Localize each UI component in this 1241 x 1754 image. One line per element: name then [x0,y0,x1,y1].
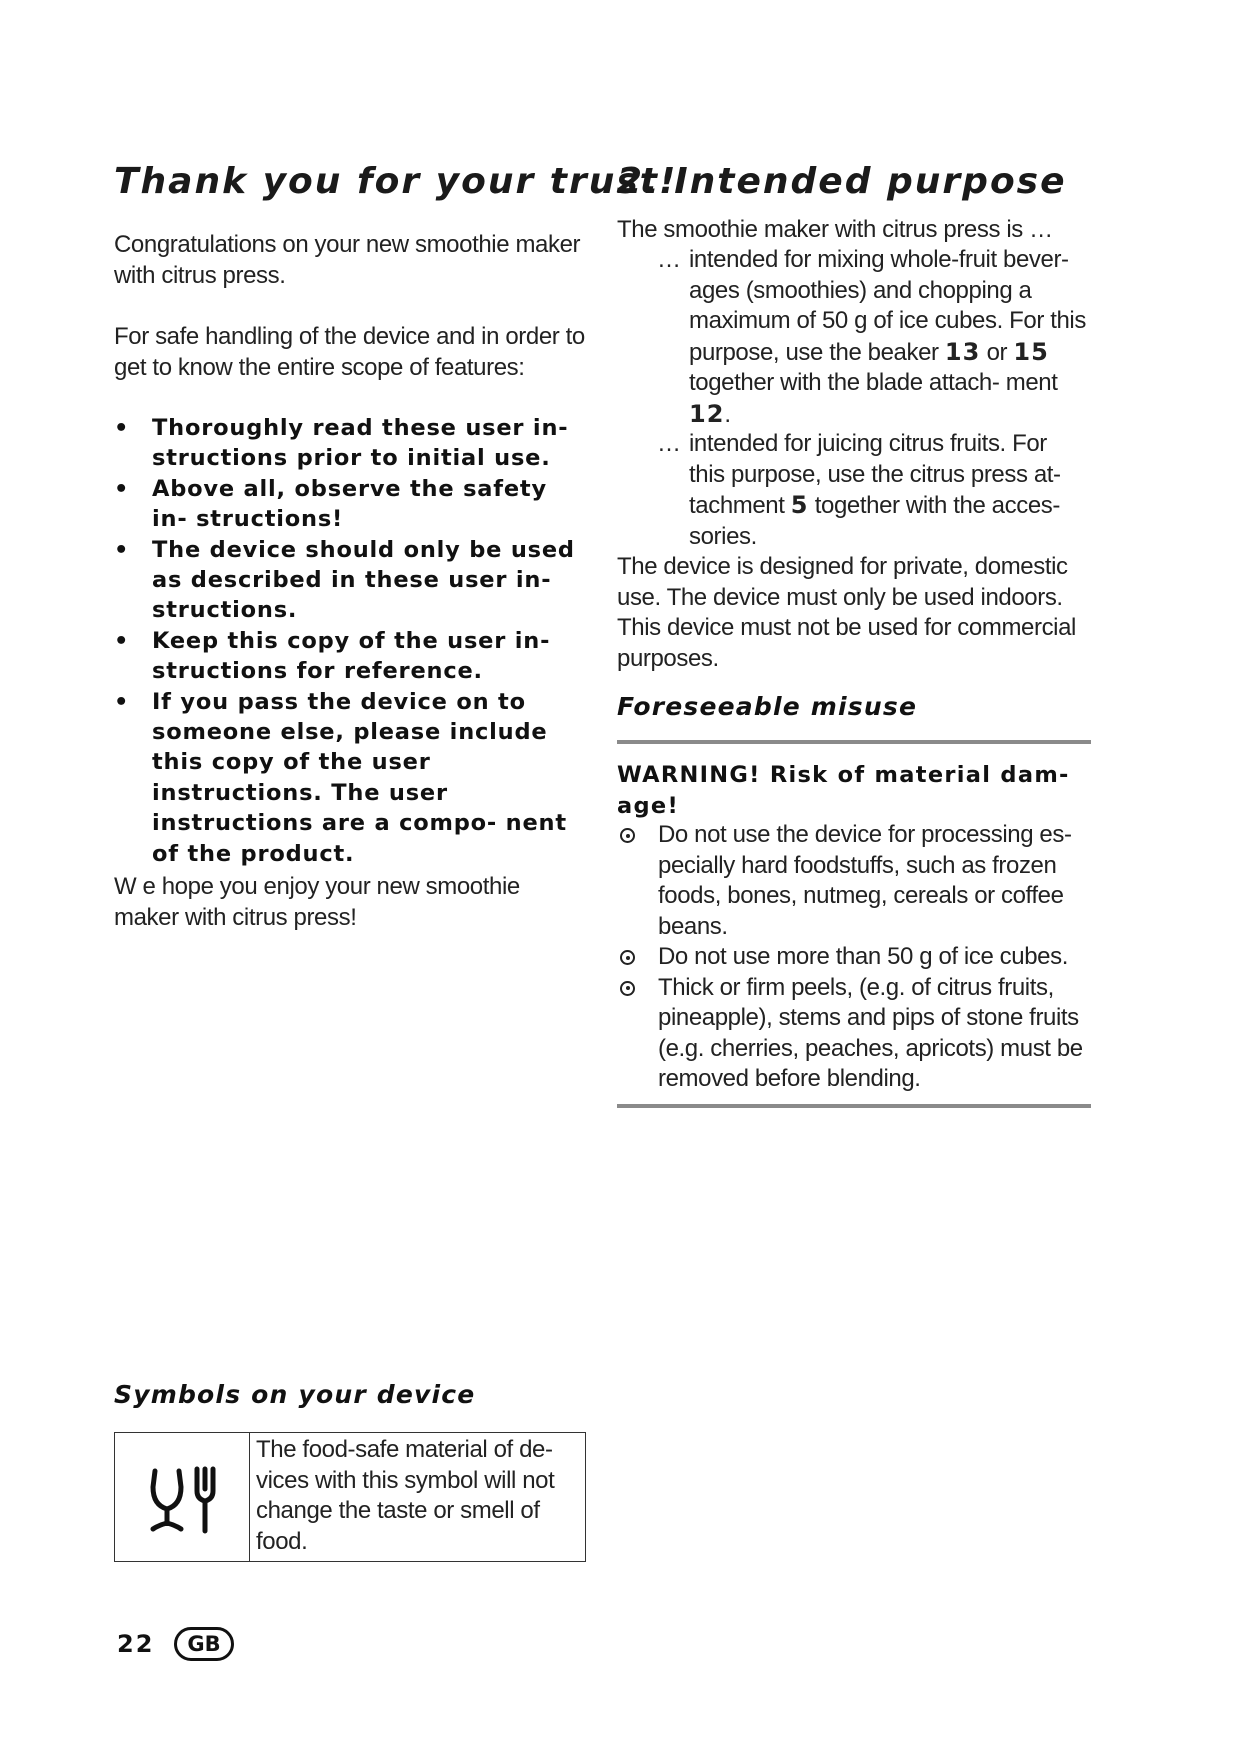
domestic-use-text: The device is designed for private, domestic use. The device must only be used indoors. This device must not be used for commercial purposes. [617,553,1076,672]
bullet-item: • Above all, observe the safety in- structions! [114,475,547,533]
page-title: Thank you for your trust! [114,161,678,202]
page-number: 22 [117,1630,155,1658]
section-title: 2. Intended purpose [617,161,1067,202]
symbol-icon-cell [115,1433,250,1561]
country-badge: GB [174,1627,234,1661]
circle-dot-icon [620,950,635,965]
instructions-bullet-list [114,413,590,869]
symbols-table [114,1432,586,1562]
food-safe-glass-fork-icon [149,1465,223,1535]
congratulations-text: Congratulations on your new smoothie maker with citrus press. [114,231,581,289]
warning-item: Do not use the device for processing es- pecially hard foodstuffs, such as frozen foods, bones, nutmeg, cereals or coffee beans. [617,820,1093,942]
symbols-heading: Symbols on your device [114,1380,476,1409]
closing-text: W e hope you enjoy your new smoothie maker with citrus press! [114,873,520,931]
bullet-item: • Keep this copy of the user in- structions for reference. [114,627,551,685]
bullet-item: • The device should only be used as described in these user in- structions. [114,536,575,624]
symbol-description: The food-safe material of de- vices with this symbol will not change the taste or smell of food. [256,1436,555,1555]
circle-dot-icon [620,981,635,996]
purpose-item-smoothies: … intended for mixing whole-fruit bever- ages (smoothies) and chopping a maximum of 50 g of ice cubes. For this purpose, use the beaker 13 or 15 together with the blade attach- ment 12. [657,246,1086,428]
misuse-heading: Foreseeable misuse [617,692,918,721]
warning-heading: WARNING! Risk of material dam- age! [617,762,1070,819]
bullet-item: • Thoroughly read these user in- structions prior to initial use. [114,415,569,472]
warning-item: Thick or firm peels, (e.g. of citrus fruits, pineapple), stems and pips of stone fruits (e.g. cherries, peaches, apricots) must be removed before blending. [617,973,1093,1095]
warning-list [617,820,1093,1095]
bullet-item: • If you pass the device on to someone else, please include this copy of the user instructions. The user instructions are a compo- nent of the product. [114,688,567,867]
purpose-lead: The smoothie maker with citrus press is … [617,216,1053,243]
circle-dot-icon [620,828,635,843]
purpose-item-citrus: … intended for juicing citrus fruits. For this purpose, use the citrus press at- tachment 5 together with the acces- sories. [657,430,1061,550]
warning-bottom-rule [617,1104,1091,1108]
warning-top-rule [617,740,1091,744]
intro-text: For safe handling of the device and in order to get to know the entire scope of features: [114,323,585,381]
warning-item: Do not use more than 50 g of ice cubes. [617,942,1093,973]
